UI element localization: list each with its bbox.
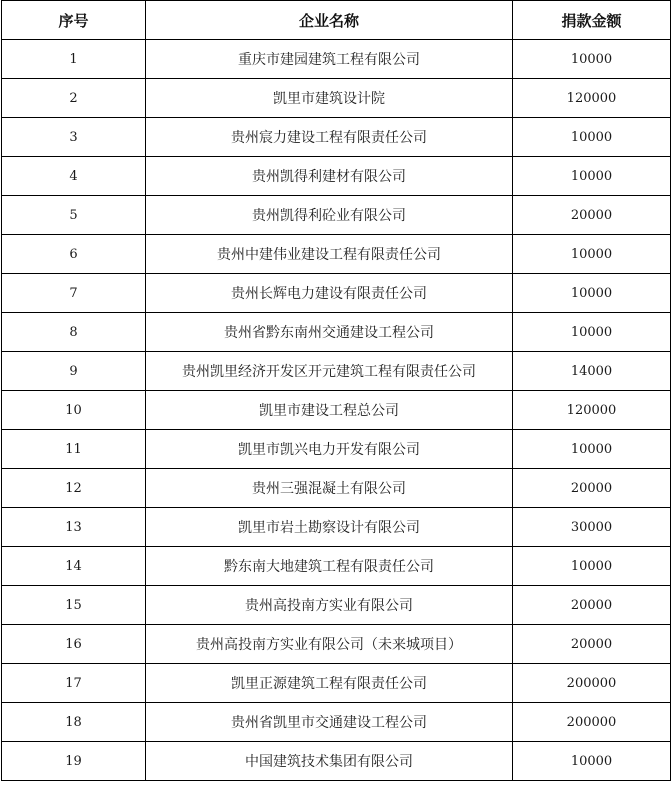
- cell-company: 黔东南大地建筑工程有限责任公司: [146, 547, 513, 586]
- cell-company: 贵州长辉电力建设有限责任公司: [146, 274, 513, 313]
- table-row: [2, 703, 671, 742]
- cell-amount: 10000: [513, 274, 671, 313]
- cell-company: 贵州高投南方实业有限公司（未来城项目）: [146, 625, 513, 664]
- cell-amount: 20000: [513, 469, 671, 508]
- cell-company: 贵州三强混凝土有限公司: [146, 469, 513, 508]
- cell-company: 凯里市建筑设计院: [146, 79, 513, 118]
- cell-index: 10: [2, 391, 146, 430]
- cell-index: 6: [2, 235, 146, 274]
- cell-index: 2: [2, 79, 146, 118]
- table-header-row: [2, 1, 671, 40]
- header-company: 企业名称: [146, 1, 513, 40]
- table-row: [2, 586, 671, 625]
- cell-amount: 20000: [513, 586, 671, 625]
- table-row: [2, 196, 671, 235]
- cell-company: 贵州宸力建设工程有限责任公司: [146, 118, 513, 157]
- table-row: [2, 79, 671, 118]
- cell-amount: 10000: [513, 742, 671, 781]
- cell-index: 16: [2, 625, 146, 664]
- table-row: [2, 742, 671, 781]
- cell-index: 14: [2, 547, 146, 586]
- table-row: [2, 157, 671, 196]
- table-row: [2, 508, 671, 547]
- table-row: [2, 352, 671, 391]
- cell-index: 12: [2, 469, 146, 508]
- table-row: [2, 469, 671, 508]
- cell-amount: 200000: [513, 664, 671, 703]
- cell-company: 凯里正源建筑工程有限责任公司: [146, 664, 513, 703]
- cell-amount: 10000: [513, 157, 671, 196]
- cell-amount: 120000: [513, 79, 671, 118]
- cell-company: 贵州中建伟业建设工程有限责任公司: [146, 235, 513, 274]
- cell-index: 7: [2, 274, 146, 313]
- cell-amount: 10000: [513, 430, 671, 469]
- cell-index: 5: [2, 196, 146, 235]
- cell-index: 4: [2, 157, 146, 196]
- cell-index: 1: [2, 40, 146, 79]
- cell-company: 凯里市凯兴电力开发有限公司: [146, 430, 513, 469]
- cell-index: 15: [2, 586, 146, 625]
- cell-company: 贵州高投南方实业有限公司: [146, 586, 513, 625]
- cell-company: 贵州凯得利砼业有限公司: [146, 196, 513, 235]
- header-amount: 捐款金额: [513, 1, 671, 40]
- donation-table: [1, 0, 671, 781]
- cell-amount: 14000: [513, 352, 671, 391]
- cell-amount: 10000: [513, 40, 671, 79]
- header-index: 序号: [2, 1, 146, 40]
- table-row: [2, 625, 671, 664]
- table-row: [2, 40, 671, 79]
- cell-index: 3: [2, 118, 146, 157]
- cell-amount: 10000: [513, 235, 671, 274]
- cell-amount: 20000: [513, 196, 671, 235]
- cell-amount: 120000: [513, 391, 671, 430]
- cell-amount: 20000: [513, 625, 671, 664]
- cell-index: 11: [2, 430, 146, 469]
- cell-index: 13: [2, 508, 146, 547]
- cell-company: 贵州省黔东南州交通建设工程公司: [146, 313, 513, 352]
- cell-amount: 30000: [513, 508, 671, 547]
- cell-amount: 200000: [513, 703, 671, 742]
- table-row: [2, 547, 671, 586]
- cell-company: 贵州凯里经济开发区开元建筑工程有限责任公司: [146, 352, 513, 391]
- cell-company: 凯里市建设工程总公司: [146, 391, 513, 430]
- table-row: [2, 235, 671, 274]
- cell-amount: 10000: [513, 547, 671, 586]
- table-row: [2, 664, 671, 703]
- cell-company: 贵州省凯里市交通建设工程公司: [146, 703, 513, 742]
- table-row: [2, 118, 671, 157]
- cell-index: 19: [2, 742, 146, 781]
- table-row: [2, 430, 671, 469]
- cell-company: 中国建筑技术集团有限公司: [146, 742, 513, 781]
- cell-index: 8: [2, 313, 146, 352]
- table-row: [2, 274, 671, 313]
- table-row: [2, 391, 671, 430]
- cell-amount: 10000: [513, 313, 671, 352]
- cell-company: 凯里市岩土勘察设计有限公司: [146, 508, 513, 547]
- cell-index: 9: [2, 352, 146, 391]
- cell-index: 18: [2, 703, 146, 742]
- table-row: [2, 313, 671, 352]
- cell-index: 17: [2, 664, 146, 703]
- cell-amount: 10000: [513, 118, 671, 157]
- table-body: [2, 40, 671, 781]
- cell-company: 贵州凯得利建材有限公司: [146, 157, 513, 196]
- cell-company: 重庆市建园建筑工程有限公司: [146, 40, 513, 79]
